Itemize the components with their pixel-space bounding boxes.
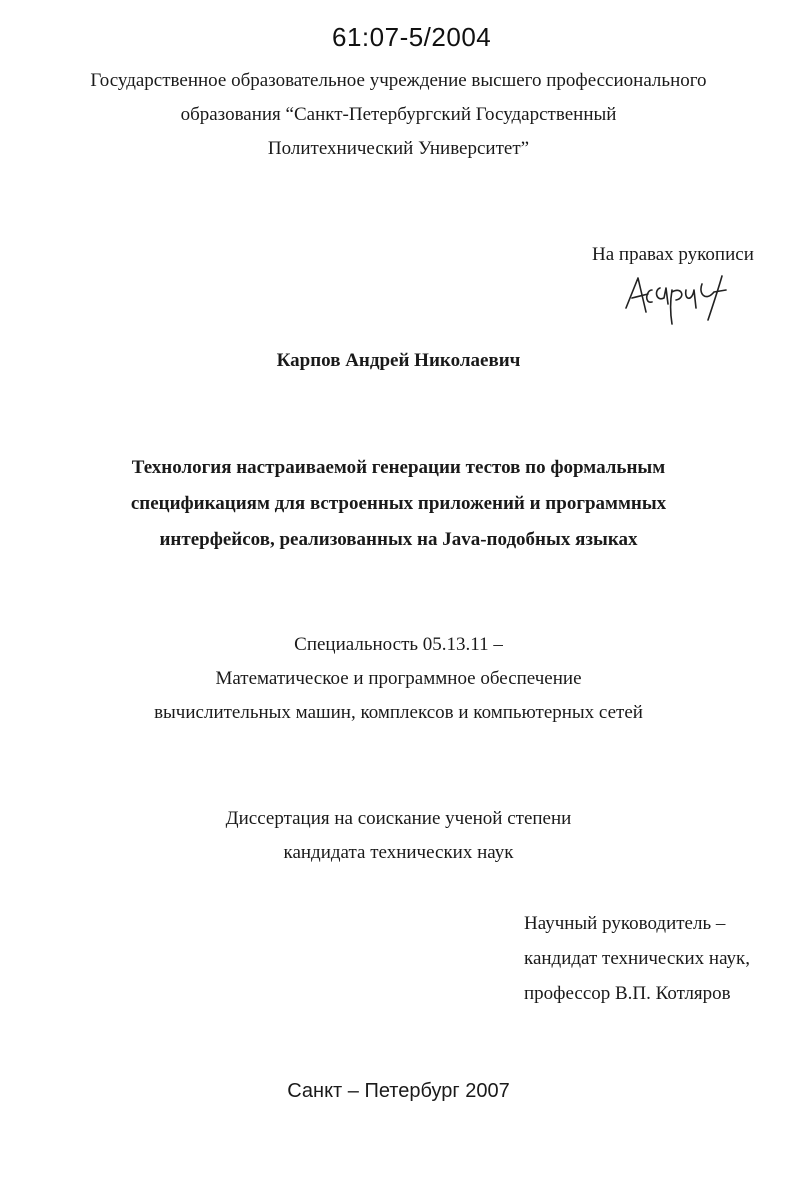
author-name: Карпов Андрей Николаевич <box>276 350 521 371</box>
supervisor-line: кандидат технических наук, <box>524 948 751 969</box>
supervisor-line: профессор В.П. Котляров <box>524 983 731 1004</box>
institution-line: образования “Санкт-Петербургский Государственный <box>180 104 617 125</box>
institution-name <box>0 64 797 166</box>
manuscript-rights: На правах рукописи <box>592 244 754 265</box>
registration-code: 61:07-5/2004 <box>332 22 492 52</box>
title-line: интерфейсов, реализованных на Java-подобных языках <box>159 529 638 550</box>
place-year: Санкт – Петербург 2007 <box>287 1080 510 1102</box>
supervisor-line: Научный руководитель – <box>524 913 726 934</box>
degree-line: Диссертация на соискание ученой степени <box>225 808 572 829</box>
specialty-block <box>0 628 797 730</box>
degree-line: кандидата технических наук <box>283 842 514 863</box>
institution-line: Государственное образовательное учреждение высшего профессионального <box>90 70 707 91</box>
supervisor-block <box>524 906 750 1011</box>
specialty-line: Специальность 05.13.11 – <box>294 634 503 655</box>
institution-line: Политехнический Университет” <box>267 138 530 159</box>
signature-mark <box>622 268 752 328</box>
specialty-line: Математическое и программное обеспечение <box>215 668 582 689</box>
specialty-line: вычислительных машин, комплексов и компьютерных сетей <box>154 702 643 723</box>
title-line: Технология настраиваемой генерации тестов по формальным <box>131 457 666 478</box>
degree-block <box>0 802 797 870</box>
dissertation-title <box>0 450 797 558</box>
title-line: спецификациям для встроенных приложений и программных <box>130 493 667 514</box>
